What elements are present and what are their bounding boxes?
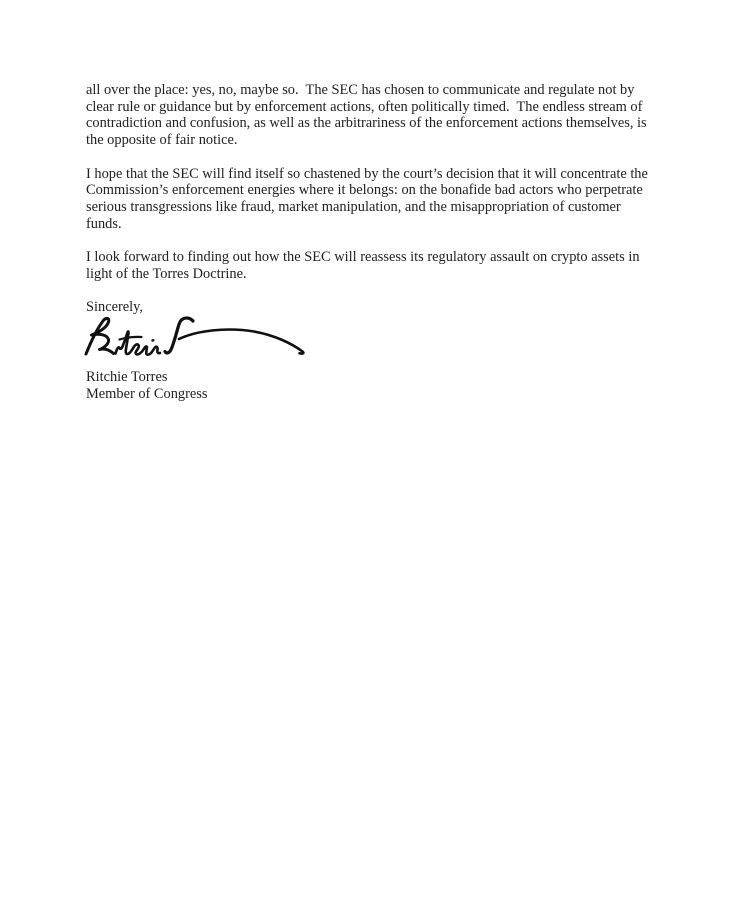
paragraph-enforcement-energies: I hope that the SEC will find itself so chastened by the court’s decision that it will concentrate the Commission’s enforcement energies where it belongs: on the bonafide bad actors who perpetrate serious transgressions like fraud, market manipulation, and the misappropriation of customer funds.: [86, 165, 652, 232]
signature-stroke-itchie: [116, 331, 161, 354]
signature-stroke-tcross: [120, 337, 142, 340]
signature-block: [86, 369, 649, 402]
paragraph-fair-notice: all over the place: yes, no, maybe so. The SEC has chosen to communicate and regulate not by clear rule or guidance but by enforcement actions, often politically timed. The endless stream of contradiction and confusion, as well as the arbitrariness of the enforcement actions themselves, is the opposite of fair notice.: [86, 82, 651, 149]
signature-image: [82, 314, 307, 359]
signer-name: Ritchie Torres: [86, 368, 168, 385]
closing-salutation: Sincerely,: [86, 299, 144, 316]
signature-stroke-swash: [179, 329, 303, 353]
letter-body: [86, 82, 652, 402]
paragraph-torres-doctrine: I look forward to finding out how the SEC will reassess its regulatory assault on crypto assets in light of the Torres Doctrine.: [86, 249, 644, 282]
signer-title: Member of Congress: [86, 385, 208, 402]
signature-stroke-r: [86, 318, 114, 354]
